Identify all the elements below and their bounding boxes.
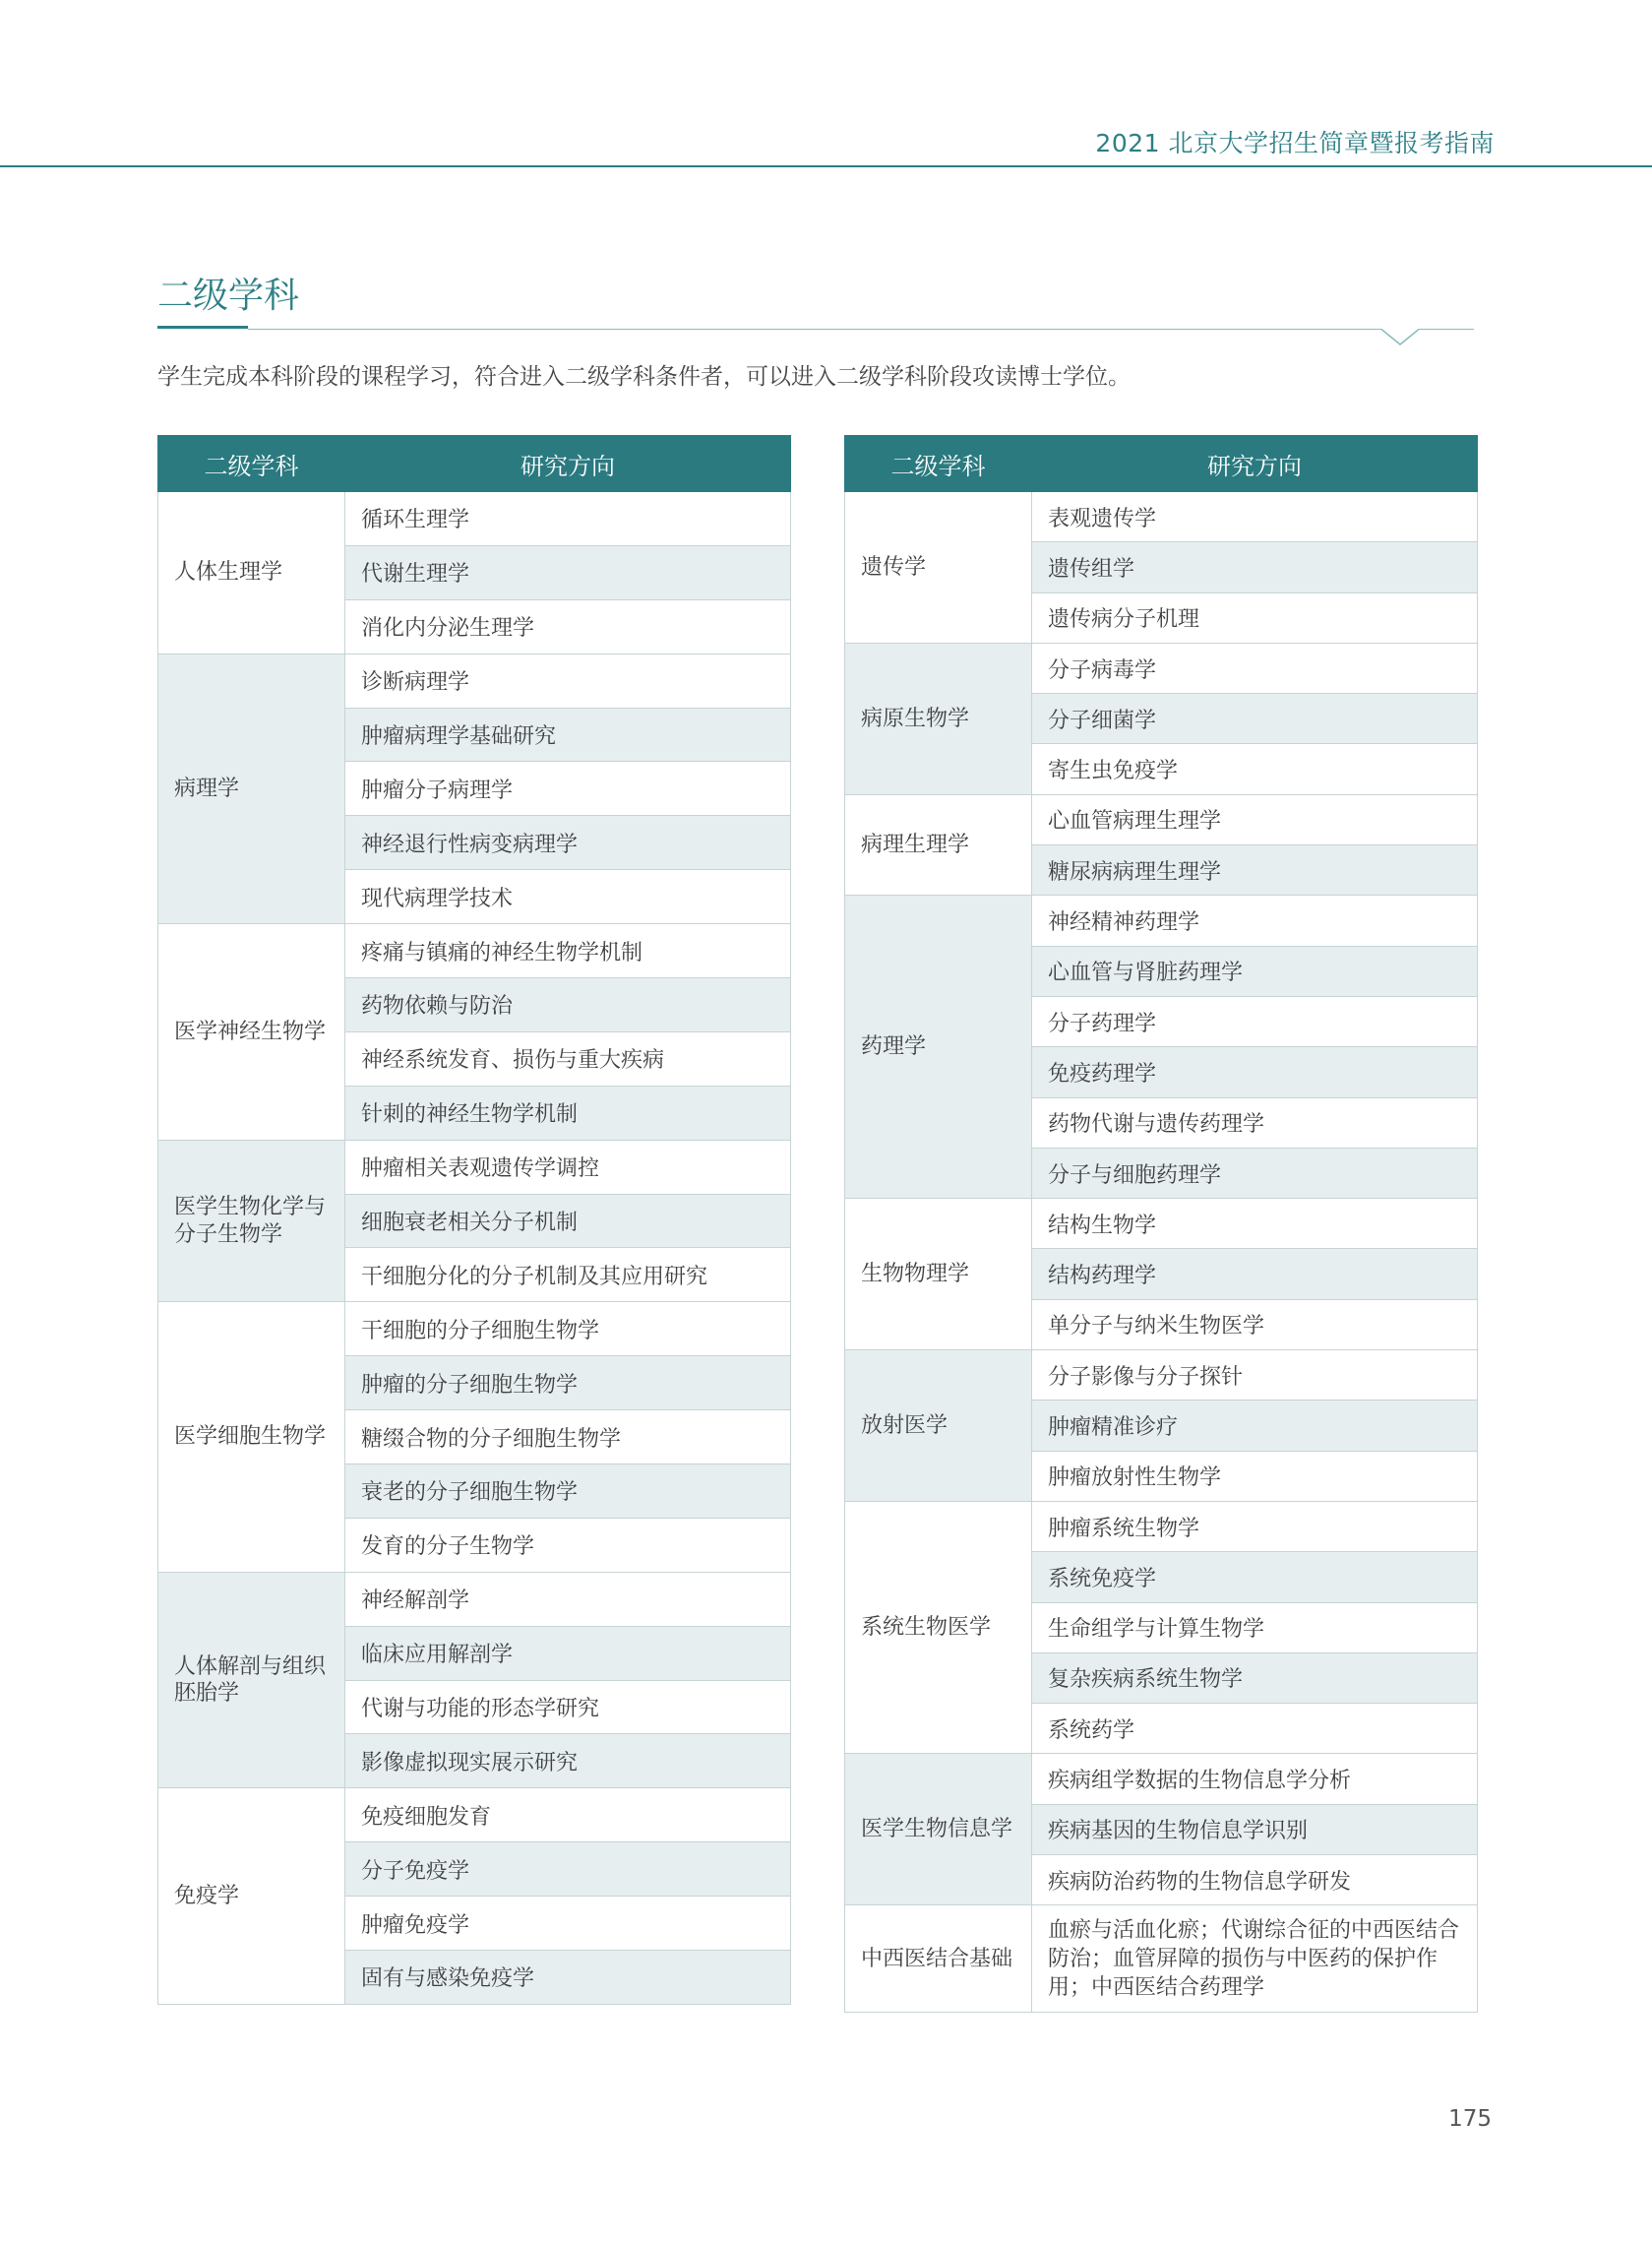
subject-cell: 免疫学: [158, 1788, 345, 2005]
table-row: [158, 1572, 791, 1626]
direction-cell: 肿瘤放射性生物学: [1032, 1451, 1478, 1501]
table-row: [845, 1199, 1478, 1249]
column-header-subject: 二级学科: [845, 436, 1032, 492]
direction-cell: 结构药理学: [1032, 1249, 1478, 1299]
table-row: [845, 492, 1478, 542]
subject-cell: 药理学: [845, 896, 1032, 1199]
table-header-row: [845, 436, 1478, 492]
direction-cell: 代谢生理学: [345, 545, 791, 599]
right-subject-table: [844, 435, 1478, 2013]
section-divider-end: [1419, 329, 1474, 330]
direction-cell: 结构生物学: [1032, 1199, 1478, 1249]
divider-notch-icon: [1381, 329, 1419, 346]
direction-cell: 肿瘤系统生物学: [1032, 1501, 1478, 1551]
column-header-direction: 研究方向: [345, 436, 791, 492]
direction-cell: 肿瘤精准诊疗: [1032, 1401, 1478, 1451]
direction-cell: 寄生虫免疫学: [1032, 744, 1478, 794]
running-header-title: 2021 北京大学招生简章暨报考指南: [1095, 129, 1495, 157]
subject-cell: 病原生物学: [845, 643, 1032, 794]
direction-cell: 免疫细胞发育: [345, 1788, 791, 1842]
direction-cell: 诊断病理学: [345, 654, 791, 708]
subject-cell: 医学细胞生物学: [158, 1302, 345, 1572]
subject-cell: 医学生物化学与分子生物学: [158, 1140, 345, 1302]
direction-cell: 肿瘤分子病理学: [345, 762, 791, 816]
table-row: [158, 1788, 791, 1842]
direction-cell: 分子影像与分子探针: [1032, 1350, 1478, 1401]
direction-cell: 神经解剖学: [345, 1572, 791, 1626]
direction-cell: 分子药理学: [1032, 996, 1478, 1046]
direction-cell: 药物依赖与防治: [345, 978, 791, 1032]
column-header-subject: 二级学科: [158, 436, 345, 492]
section-title-underline: [157, 326, 248, 329]
direction-cell: 疼痛与镇痛的神经生物学机制: [345, 924, 791, 978]
direction-cell: 发育的分子生物学: [345, 1518, 791, 1572]
table-row: [845, 1754, 1478, 1804]
direction-cell: 干细胞分化的分子机制及其应用研究: [345, 1248, 791, 1302]
direction-cell: 系统免疫学: [1032, 1552, 1478, 1602]
subject-cell: 人体生理学: [158, 492, 345, 654]
direction-cell: 分子与细胞药理学: [1032, 1148, 1478, 1198]
direction-cell: 表观遗传学: [1032, 492, 1478, 542]
direction-cell: 遗传病分子机理: [1032, 592, 1478, 643]
table-row: [845, 1350, 1478, 1401]
left-subject-table: [157, 435, 791, 2005]
subject-cell: 医学生物信息学: [845, 1754, 1032, 1905]
subject-cell: 放射医学: [845, 1350, 1032, 1502]
table-row: [158, 924, 791, 978]
direction-cell: 血瘀与活血化瘀；代谢综合征的中西医结合防治；血管屏障的损伤与中医药的保护作用；中西医结合药理学: [1032, 1905, 1478, 2013]
page-number: 175: [1448, 2106, 1492, 2132]
direction-cell: 分子免疫学: [345, 1842, 791, 1897]
direction-cell: 单分子与纳米生物医学: [1032, 1299, 1478, 1349]
direction-cell: 心血管与肾脏药理学: [1032, 946, 1478, 996]
table-row: [158, 654, 791, 708]
direction-cell: 神经系统发育、损伤与重大疾病: [345, 1031, 791, 1086]
table-row: [845, 643, 1478, 693]
direction-cell: 肿瘤相关表观遗传学调控: [345, 1140, 791, 1194]
table-row: [845, 794, 1478, 844]
table-row: [845, 1501, 1478, 1551]
subject-cell: 医学神经生物学: [158, 924, 345, 1141]
header-divider: [0, 165, 1652, 167]
direction-cell: 分子病毒学: [1032, 643, 1478, 693]
subject-cell: 人体解剖与组织胚胎学: [158, 1572, 345, 1788]
direction-cell: 衰老的分子细胞生物学: [345, 1464, 791, 1519]
subject-cell: 遗传学: [845, 492, 1032, 644]
direction-cell: 代谢与功能的形态学研究: [345, 1680, 791, 1734]
direction-cell: 肿瘤免疫学: [345, 1897, 791, 1951]
direction-cell: 疾病组学数据的生物信息学分析: [1032, 1754, 1478, 1804]
table-row: [158, 492, 791, 546]
direction-cell: 固有与感染免疫学: [345, 1951, 791, 2005]
direction-cell: 药物代谢与遗传药理学: [1032, 1097, 1478, 1148]
subject-cell: 中西医结合基础: [845, 1905, 1032, 2013]
direction-cell: 神经退行性病变病理学: [345, 816, 791, 870]
table-header-row: [158, 436, 791, 492]
direction-cell: 循环生理学: [345, 492, 791, 546]
direction-cell: 系统药学: [1032, 1704, 1478, 1754]
direction-cell: 免疫药理学: [1032, 1047, 1478, 1097]
direction-cell: 现代病理学技术: [345, 870, 791, 924]
direction-cell: 糖缀合物的分子细胞生物学: [345, 1410, 791, 1464]
direction-cell: 疾病基因的生物信息学识别: [1032, 1804, 1478, 1854]
direction-cell: 疾病防治药物的生物信息学研发: [1032, 1855, 1478, 1905]
subject-cell: 病理生理学: [845, 794, 1032, 896]
direction-cell: 临床应用解剖学: [345, 1626, 791, 1680]
section-intro: 学生完成本科阶段的课程学习，符合进入二级学科条件者，可以进入二级学科阶段攻读博士学位。: [157, 364, 1131, 390]
direction-cell: 生命组学与计算生物学: [1032, 1602, 1478, 1652]
direction-cell: 影像虚拟现实展示研究: [345, 1734, 791, 1788]
direction-cell: 针刺的神经生物学机制: [345, 1086, 791, 1140]
subject-cell: 病理学: [158, 654, 345, 923]
direction-cell: 遗传组学: [1032, 542, 1478, 592]
direction-cell: 复杂疾病系统生物学: [1032, 1652, 1478, 1703]
subject-cell: 生物物理学: [845, 1199, 1032, 1350]
direction-cell: 心血管病理生理学: [1032, 794, 1478, 844]
direction-cell: 神经精神药理学: [1032, 896, 1478, 946]
direction-cell: 肿瘤的分子细胞生物学: [345, 1356, 791, 1410]
table-row: [158, 1140, 791, 1194]
direction-cell: 分子细菌学: [1032, 694, 1478, 744]
subject-cell: 系统生物医学: [845, 1501, 1032, 1753]
column-header-direction: 研究方向: [1032, 436, 1478, 492]
direction-cell: 细胞衰老相关分子机制: [345, 1194, 791, 1248]
direction-cell: 干细胞的分子细胞生物学: [345, 1302, 791, 1356]
table-row: [158, 1302, 791, 1356]
direction-cell: 肿瘤病理学基础研究: [345, 708, 791, 762]
section-divider: [248, 329, 1381, 330]
table-row: [845, 1905, 1478, 2013]
section-title: 二级学科: [157, 276, 300, 316]
direction-cell: 消化内分泌生理学: [345, 599, 791, 654]
direction-cell: 糖尿病病理生理学: [1032, 845, 1478, 896]
table-row: [845, 896, 1478, 946]
